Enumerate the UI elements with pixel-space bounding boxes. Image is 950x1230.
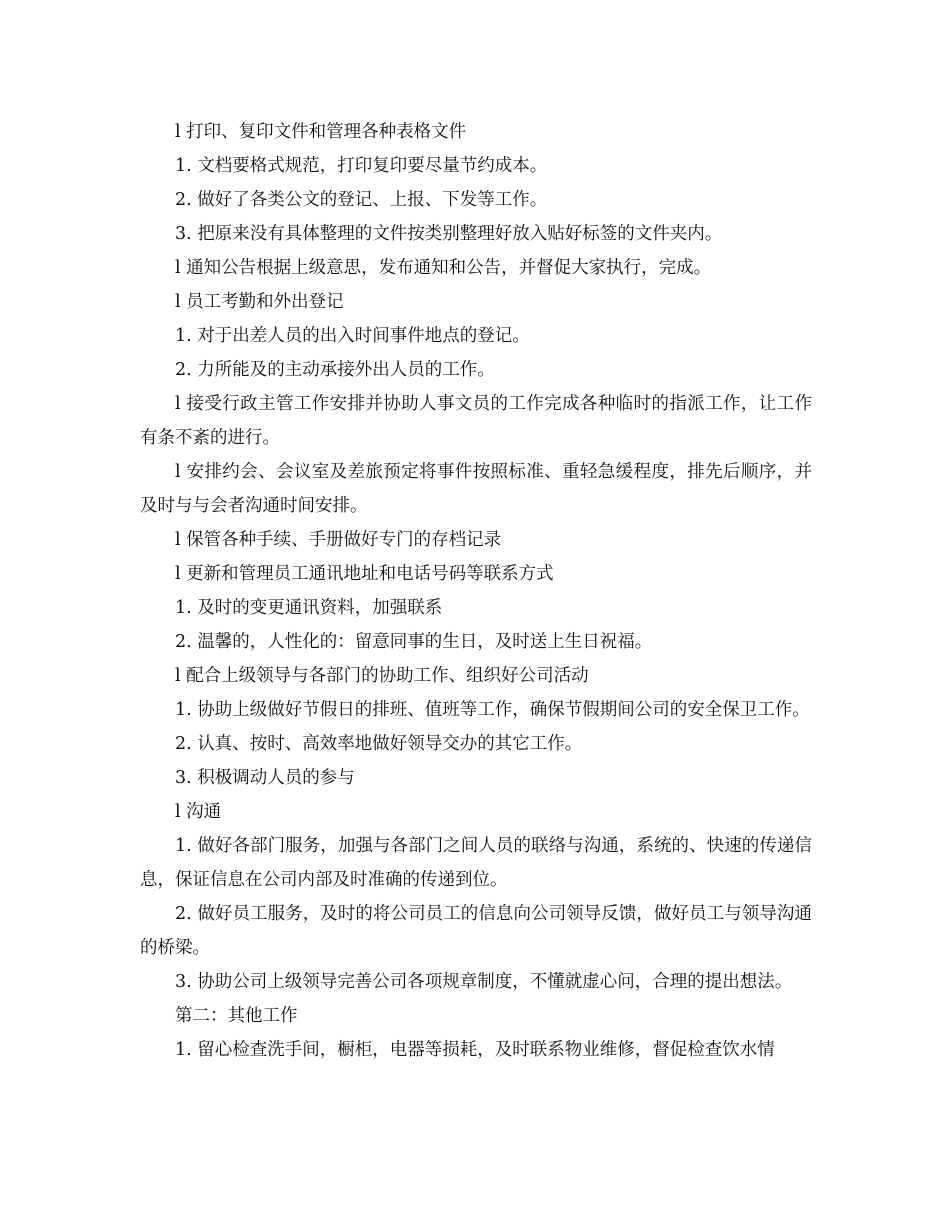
paragraph: 1. 做好各部门服务，加强与各部门之间人员的联络与沟通，系统的、快速的传递信息，保证信息在公司内部及时准确的传递到位。 [140,836,812,890]
paragraph: 3. 协助公司上级领导完善公司各项规章制度，不懂就虚心问，合理的提出想法。 [175,972,793,992]
paragraph: 2. 力所能及的主动承接外出人员的工作。 [175,360,495,380]
paragraph: 3. 积极调动人员的参与 [175,768,355,788]
paragraph: 1. 及时的变更通讯资料，加强联系 [175,598,443,618]
document-body [140,115,812,1067]
paragraph: 1. 文档要格式规范，打印复印要尽量节约成本。 [175,156,548,176]
paragraph: l 安排约会、会议室及差旅预定将事件按照标准、重轻急缓程度，排先后顺序，并及时与与会者沟通时间安排。 [140,462,812,516]
section-heading: 第二：其他工作 [175,1006,298,1026]
paragraph: 2. 认真、按时、高效率地做好领导交办的其它工作。 [175,734,583,754]
paragraph: l 通知公告根据上级意思，发布通知和公告，并督促大家执行，完成。 [175,258,712,278]
paragraph: 1. 对于出差人员的出入时间事件地点的登记。 [175,326,530,346]
paragraph: l 保管各种手续、手册做好专门的存档记录 [175,530,502,550]
paragraph: 2. 做好员工服务，及时的将公司员工的信息向公司领导反馈，做好员工与领导沟通的桥梁。 [140,904,812,958]
paragraph: l 接受行政主管工作安排并协助人事文员的工作完成各种临时的指派工作，让工作有条不紊的进行。 [140,394,812,448]
paragraph: 1. 协助上级做好节假日的排班、值班等工作，确保节假期间公司的安全保卫工作。 [175,700,810,720]
paragraph: l 更新和管理员工通讯地址和电话号码等联系方式 [175,564,554,584]
paragraph: 2. 温馨的，人性化的：留意同事的生日，及时送上生日祝福。 [175,632,653,652]
paragraph: 1. 留心检查洗手间，橱柜，电器等损耗，及时联系物业维修，督促检查饮水情 [175,1040,775,1060]
paragraph: l 打印、复印文件和管理各种表格文件 [175,122,467,142]
paragraph: l 配合上级领导与各部门的协助工作、组织好公司活动 [175,666,589,686]
paragraph: 2. 做好了各类公文的登记、上报、下发等工作。 [175,190,548,210]
paragraph: 3. 把原来没有具体整理的文件按类别整理好放入贴好标签的文件夹内。 [175,224,723,244]
paragraph: l 员工考勤和外出登记 [175,292,344,312]
paragraph: l 沟通 [175,802,222,822]
